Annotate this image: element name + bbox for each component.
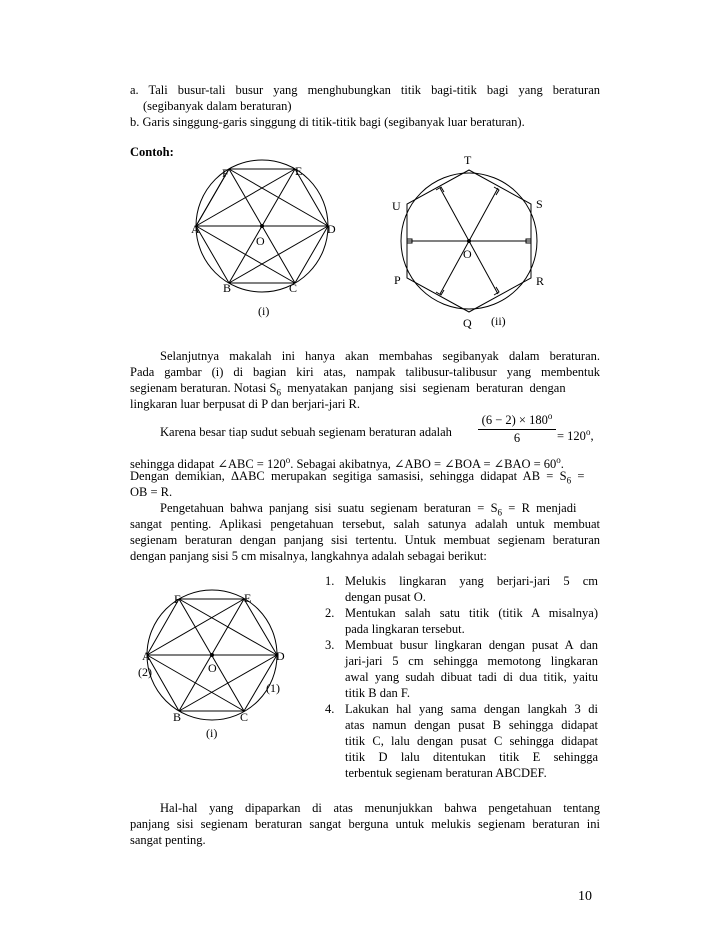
label-A: A — [142, 649, 151, 663]
label-C: C — [289, 281, 298, 295]
angle-line2: sehingga didapat ∠ABC = $120^o$. Sebagai akibatnya, ∠ABO = ∠BOA = ∠BAO = $60^o$. — [130, 455, 564, 472]
page-number: 10 — [578, 889, 592, 904]
step-1-line1: Melukis lingkaran yang berjari-jari 5 cm — [345, 574, 598, 588]
angle-lead: Karena besar tiap sudut sebuah segienam beraturan adalah — [160, 425, 452, 439]
para1-line4: lingkaran luar berpusat di P dan berjari-jari R. — [130, 397, 361, 411]
step-2-line2: pada lingkaran tersebut. — [345, 622, 465, 636]
angle-result: = $120^o$, — [557, 427, 594, 444]
label-O: O — [463, 247, 472, 261]
figure2-caption: (ii) — [491, 314, 506, 328]
step-3-line3: awal yang sudah dibuat tadi di dua titik, yaitu — [345, 670, 598, 684]
step-2-number: 2. — [325, 606, 335, 620]
label-C: C — [240, 710, 249, 724]
label-Q: Q — [463, 316, 472, 330]
step-3-line1: Membuat busur lingkaran dengan pusat A dan — [345, 638, 598, 652]
s6-subscript: 6 — [276, 387, 281, 398]
example-label: Contoh: — [130, 145, 174, 159]
label-E: E — [295, 164, 303, 178]
arc-label-1: (1) — [266, 681, 280, 695]
angle-line3: Dengan demikian, ΔABC merupakan segitiga samasisi, sehingga didapat AB = $S_6$ = — [130, 469, 585, 486]
para2-line3: segienam beraturan dengan panjang sisi tertentu. Untuk membuat segienam beraturan — [130, 533, 600, 547]
step-2-line1: Mentukan salah satu titik (titik A misalnya) — [345, 606, 598, 620]
para3-line3: sangat penting. — [130, 833, 206, 847]
step-3-line4: titik B dan F. — [345, 686, 410, 700]
fraction-denominator: 6 — [513, 431, 521, 446]
label-P: P — [394, 273, 401, 287]
step-4-line2: atas namun dengan pusat B sehingga didapat — [345, 718, 598, 732]
figure3-caption: (i) — [206, 726, 218, 740]
label-O: O — [256, 234, 265, 248]
angle-line4: OB = R. — [130, 485, 173, 499]
figure-inscribed-hexagon — [170, 155, 360, 325]
label-D: D — [276, 649, 285, 663]
step-1-line2: dengan pusat O. — [345, 590, 426, 604]
para2-line4: dengan panjang sisi 5 cm misalnya, langkahnya adalah sebagai berikut: — [130, 549, 487, 563]
label-O: O — [208, 661, 217, 675]
intro-a-line1: a. Tali busur-tali busur yang menghubungkan titik bagi-titik bagi yang beraturan — [130, 83, 600, 97]
para3-line1: Hal-hal yang dipaparkan di atas menunjukkan bahwa pengetahuan tentang — [160, 801, 600, 815]
para2-line1: Pengetahuan bahwa panjang sisi suatu segienam beraturan = $S_6 = R$ menjadi — [160, 501, 577, 518]
step-4-line4: titik D lalu ditentukan titik E sehingga — [345, 750, 598, 764]
label-A: A — [191, 222, 200, 236]
figure-circumscribed-hexagon — [385, 150, 565, 335]
intro-a-line2: (segibanyak dalam beraturan) — [143, 99, 292, 113]
label-F: F — [222, 166, 229, 180]
figure1-caption: (i) — [258, 304, 270, 318]
label-F: F — [174, 592, 181, 606]
para1-line3-start: segienam beraturan. Notasi S — [130, 381, 277, 395]
label-E: E — [244, 591, 252, 605]
para1-line2: Pada gambar (i) di bagian kiri atas, nampak talibusur-talibusur yang membentuk — [130, 365, 600, 379]
step-4-line1: Lakukan hal yang sama dengan langkah 3 di — [345, 702, 598, 716]
para1-line1: Selanjutnya makalah ini hanya akan membahas segibanyak dalam beraturan. — [160, 349, 600, 363]
label-S: S — [536, 197, 543, 211]
step-3-line2: jari-jari 5 cm sehingga memotong lingkaran — [345, 654, 598, 668]
label-R: R — [536, 274, 545, 288]
intro-b-line: b. Garis singgung-garis singgung di titik-titik bagi (segibanyak luar beraturan). — [130, 115, 525, 129]
para3-line2: panjang sisi segienam beraturan sangat berguna untuk melukis segienam beraturan ini — [130, 817, 600, 831]
label-T: T — [464, 153, 472, 167]
para1-line3-rest: menyatakan panjang sisi segienam beraturan dengan — [280, 381, 566, 395]
label-B: B — [173, 710, 182, 724]
label-D: D — [327, 222, 336, 236]
step-4-line5: terbentuk segienam beraturan ABCDEF. — [345, 766, 547, 780]
label-B: B — [223, 281, 232, 295]
step-4-line3: titik C, lalu dengan pusat C sehingga didapat — [345, 734, 598, 748]
step-4-number: 4. — [325, 702, 335, 716]
label-U: U — [392, 199, 401, 213]
step-3-number: 3. — [325, 638, 335, 652]
para2-line2: sangat penting. Aplikasi pengetahuan tersebut, salah satunya adalah untuk membuat — [130, 517, 600, 531]
figure-construction — [130, 585, 320, 745]
fraction-numerator: (6 − 2) × 180 — [481, 413, 548, 428]
numerator-degree: o — [547, 411, 553, 421]
step-1-number: 1. — [325, 574, 335, 588]
arc-label-2: (2) — [138, 665, 152, 679]
angle-fraction — [478, 408, 556, 446]
